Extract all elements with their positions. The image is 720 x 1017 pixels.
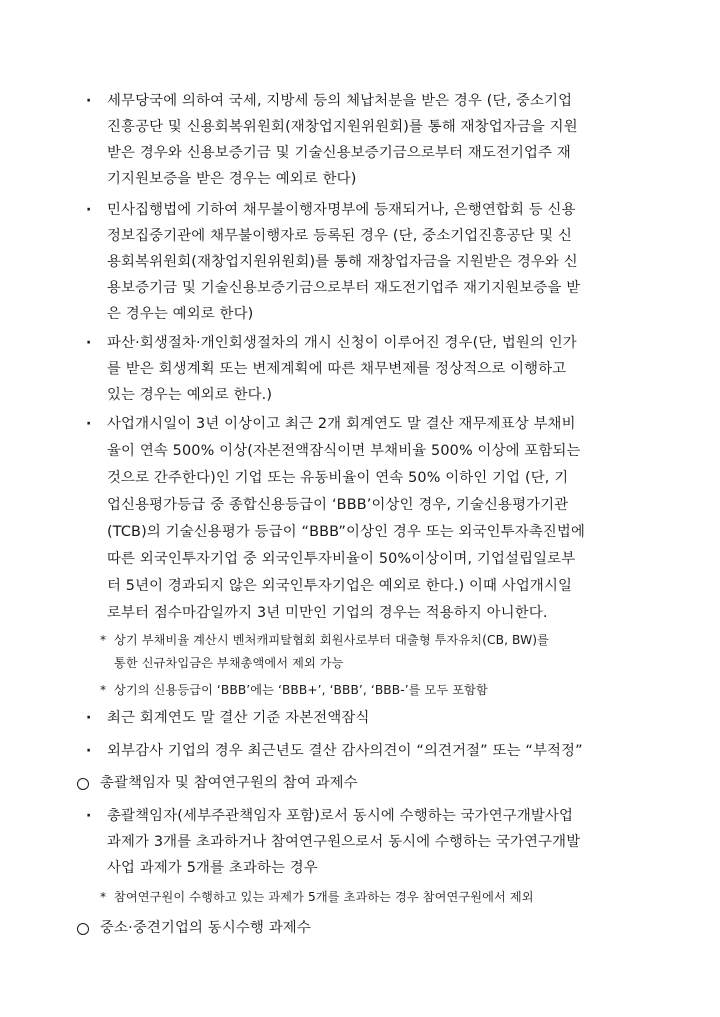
- text-line: 받은 경우와 신용보증기금 및 기술신용보증기금으로부터 재도전기업주 재: [107, 145, 571, 161]
- section-heading-text: 중소·중견기업의 동시수행 과제수: [100, 920, 311, 936]
- text-line: 용회복위원회(재창업지원위원회)를 통해 재창업자금을 지원받은 경우와 신: [107, 254, 578, 270]
- bullet-marker: ·: [86, 743, 92, 759]
- text-line: 진흥공단 및 신용회복위원회(재창업지원위원회)를 통해 재창업자금을 지원: [107, 119, 578, 135]
- text-line: 과제가 3개를 초과하거나 참여연구원으로서 동시에 수행하는 국가연구개발: [107, 834, 581, 850]
- bullet-marker: ·: [86, 710, 92, 726]
- text-line: 상기 부채비율 계산시 벤처캐피탈협회 회원사로부터 대출형 투자유치(CB, BW)를: [114, 633, 549, 647]
- text-line: 파산·회생절차·개인회생절차의 개시 신청이 이루어진 경우(단, 법원의 인가: [107, 335, 577, 351]
- text-line: 통한 신규차입금은 부채총액에서 제외 가능: [114, 656, 344, 670]
- footnote-marker: *: [100, 633, 107, 647]
- text-line: 상기의 신용등급이 ‘BBB’에는 ‘BBB+’, ‘BBB’, ‘BBB-’를 모두 포함함: [114, 683, 488, 697]
- bullet-marker: ·: [86, 808, 92, 824]
- text-line: 사업 과제가 5개를 초과하는 경우: [107, 860, 318, 876]
- text-line: 세무당국에 의하여 국세, 지방세 등의 체납처분을 받은 경우 (단, 중소기업: [107, 93, 573, 109]
- text-line: 를 받은 회생계획 또는 변제계획에 따른 채무변제를 정상적으로 이행하고: [107, 361, 567, 377]
- text-line: 사업개시일이 3년 이상이고 최근 2개 회계연도 말 결산 재무제표상 부채비: [107, 416, 576, 432]
- circle-bullet-icon: [77, 923, 89, 935]
- circle-bullet-icon: [77, 778, 89, 790]
- text-line: 기지원보증을 받은 경우는 예외로 한다): [107, 171, 357, 187]
- bullet-marker: ·: [86, 416, 92, 432]
- bullet-marker: ·: [86, 93, 92, 109]
- text-line: 율이 연속 500% 이상(자본전액잠식이면 부채비율 500% 이상에 포함되는: [107, 443, 581, 459]
- text-line: 참여연구원이 수행하고 있는 과제가 5개를 초과하는 경우 참여연구원에서 제외: [114, 890, 534, 904]
- text-line: 민사집행법에 기하여 채무불이행자명부에 등재되거나, 은행연합회 등 신용: [107, 202, 576, 218]
- text-line: 용보증기금 및 기술신용보증기금으로부터 재도전기업주 재기지원보증을 받: [107, 280, 581, 296]
- text-line: 업신용평가등급 중 종합신용등급이 ‘BBB’이상인 경우, 기술신용평가기관: [107, 497, 569, 513]
- footnote-marker: *: [100, 890, 107, 904]
- section-heading-text: 총괄책임자 및 참여연구원의 참여 과제수: [100, 775, 358, 791]
- bullet-marker: ·: [86, 335, 92, 351]
- footnote-marker: *: [100, 683, 107, 697]
- text-line: 정보집중기관에 채무불이행자로 등록된 경우 (단, 중소기업진흥공단 및 신: [107, 228, 573, 244]
- bullet-marker: ·: [86, 202, 92, 218]
- text-line: 있는 경우는 예외로 한다.): [107, 387, 273, 403]
- text-line: 총괄책임자(세부주관책임자 포함)로서 동시에 수행하는 국가연구개발사업: [107, 808, 574, 824]
- text-line: 터 5년이 경과되지 않은 외국인투자기업은 예외로 한다.) 이때 사업개시일: [107, 578, 573, 594]
- text-line: 따른 외국인투자기업 중 외국인투자비율이 50%이상이며, 기업설립일로부: [107, 551, 576, 567]
- text-line: 최근 회계연도 말 결산 기준 자본전액잠식: [107, 710, 370, 726]
- text-line: (TCB)의 기술신용평가 등급이 “BBB”이상인 경우 또는 외국인투자촉진법에: [107, 524, 586, 540]
- text-line: 로부터 점수마감일까지 3년 미만인 기업의 경우는 적용하지 아니한다.: [107, 605, 548, 621]
- text-line: 외부감사 기업의 경우 최근년도 결산 감사의견이 “의견거절” 또는 “부적정”: [107, 743, 583, 759]
- text-line: 은 경우는 예외로 한다): [107, 306, 254, 322]
- text-line: 것으로 간주한다)인 기업 또는 유동비율이 연속 50% 이하인 기업 (단, 기: [107, 470, 569, 486]
